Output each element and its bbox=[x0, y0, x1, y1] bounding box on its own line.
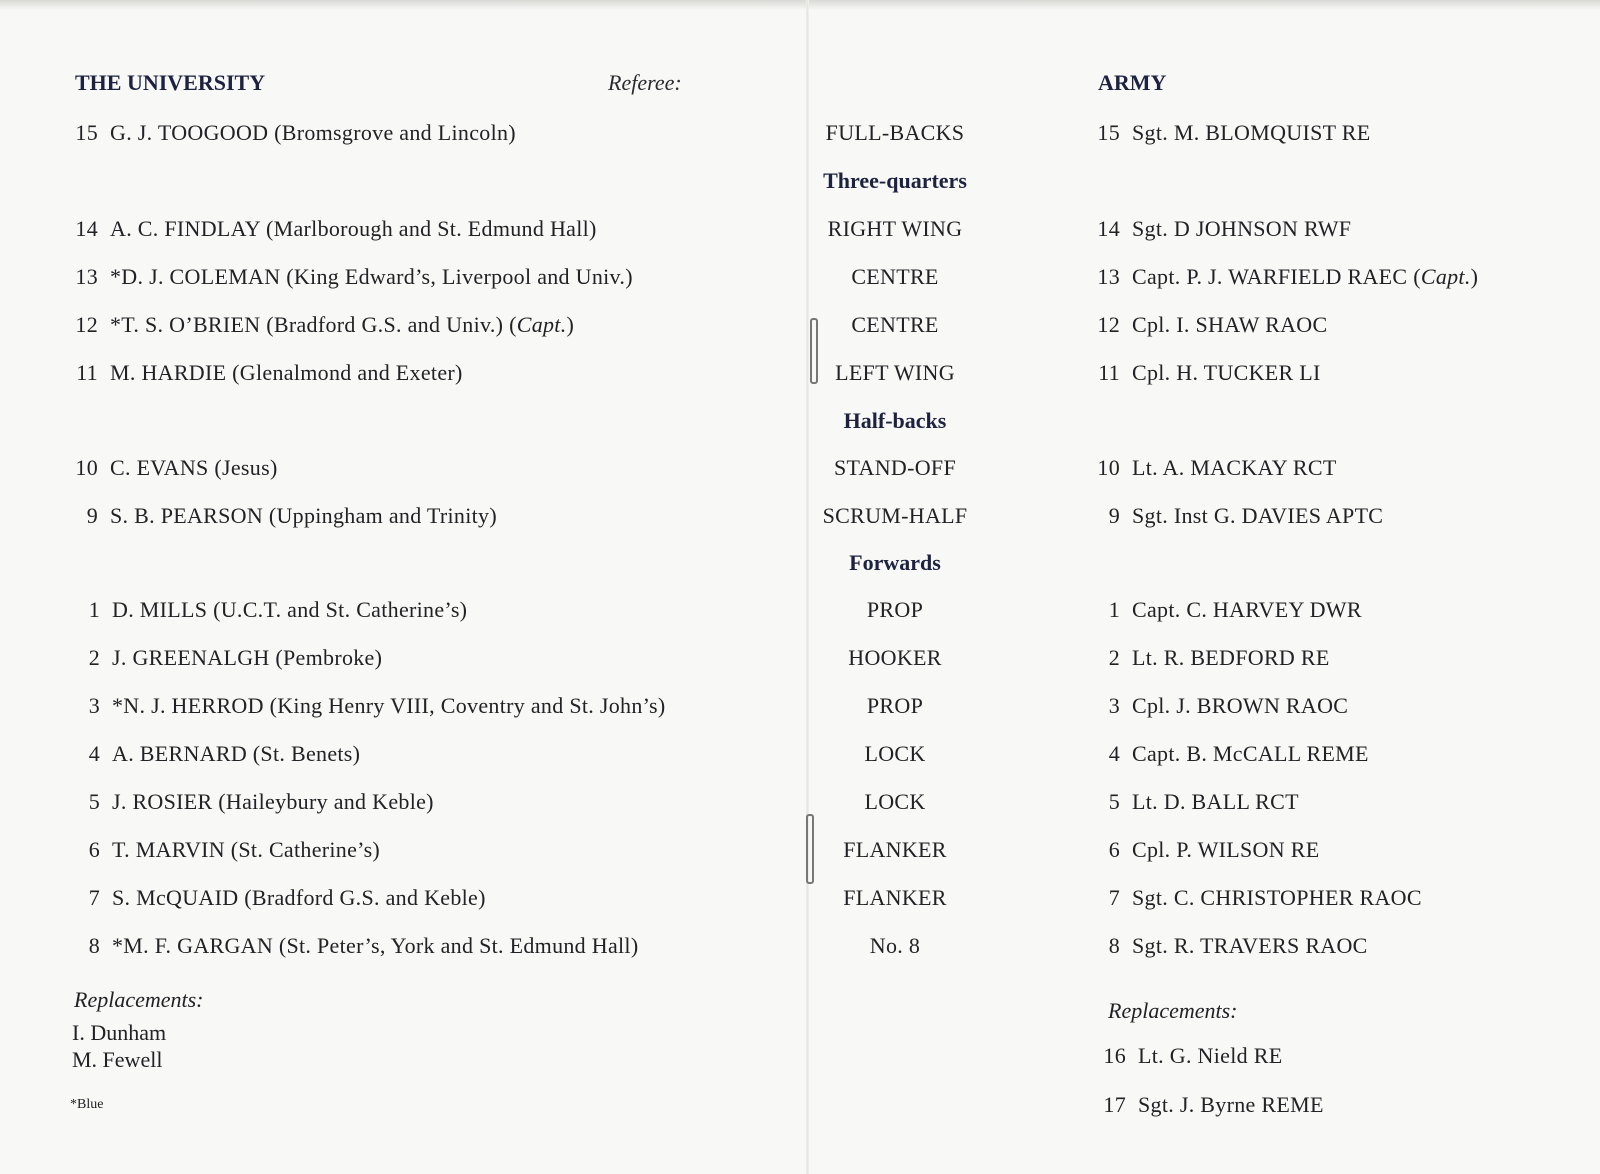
section-heading: Three-quarters bbox=[823, 168, 967, 193]
position-label: SCRUM-HALF bbox=[822, 503, 968, 528]
blue-footnote: *Blue bbox=[70, 1097, 104, 1112]
referee-label: Referee: bbox=[608, 70, 682, 95]
position-label: CENTRE bbox=[851, 312, 939, 337]
position-label: FLANKER bbox=[843, 837, 947, 862]
captain-mark: Capt. bbox=[516, 312, 567, 337]
section-heading: Half-backs bbox=[843, 408, 947, 433]
position-label: STAND-OFF bbox=[834, 455, 956, 480]
page-top-edge bbox=[0, 0, 1600, 10]
position-label: RIGHT WING bbox=[827, 216, 963, 241]
position-label: PROP bbox=[866, 597, 924, 622]
position-label: No. 8 bbox=[869, 933, 921, 958]
position-label: FULL-BACKS bbox=[825, 120, 965, 145]
university-heading: THE UNIVERSITY bbox=[75, 70, 266, 95]
army-replacements-label: Replacements: bbox=[1108, 998, 1238, 1023]
captain-mark: Capt. bbox=[1420, 264, 1471, 289]
university-replacement: I. Dunham bbox=[72, 1020, 167, 1045]
position-label: LOCK bbox=[864, 741, 926, 766]
army-heading: ARMY bbox=[1098, 70, 1167, 95]
position-label: LOCK bbox=[864, 789, 926, 814]
university-replacement: M. Fewell bbox=[72, 1047, 163, 1072]
position-label: CENTRE bbox=[851, 264, 939, 289]
position-label: PROP bbox=[866, 693, 924, 718]
position-label: FLANKER bbox=[843, 885, 947, 910]
university-replacements-label: Replacements: bbox=[74, 987, 204, 1012]
section-heading: Forwards bbox=[849, 550, 941, 575]
position-label: LEFT WING bbox=[835, 360, 955, 385]
position-label: HOOKER bbox=[848, 645, 942, 670]
